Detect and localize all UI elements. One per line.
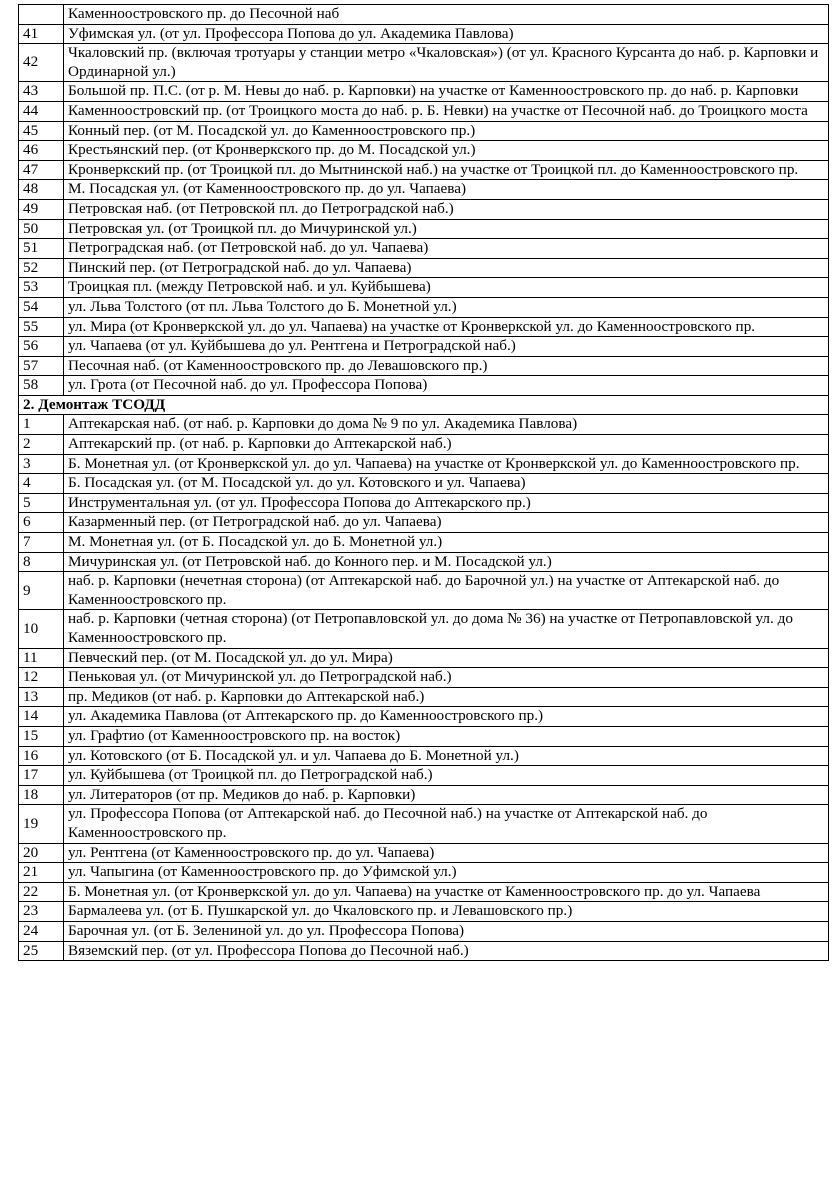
table-body	[19, 5, 829, 961]
table-row	[19, 180, 829, 200]
table-row	[19, 317, 829, 337]
row-number: 2	[19, 435, 64, 455]
row-street-description: Казарменный пер. (от Петроградской наб. до ул. Чапаева)	[64, 513, 829, 533]
row-street-description: Кронверкский пр. (от Троицкой пл. до Мытнинской наб.) на участке от Троицкой пл. до Каменноостровского пр.	[64, 160, 829, 180]
row-street-description: Барочная ул. (от Б. Зелениной ул. до ул. Профессора Попова)	[64, 921, 829, 941]
table-row	[19, 44, 829, 82]
row-number: 16	[19, 746, 64, 766]
row-street-description: Троицкая пл. (между Петровской наб. и ул. Куйбышева)	[64, 278, 829, 298]
row-street-description: Б. Монетная ул. (от Кронверкской ул. до ул. Чапаева) на участке от Кронверкской ул. до Каменноостровского пр.	[64, 454, 829, 474]
row-street-description: Мичуринская ул. (от Петровской наб. до Конного пер. и М. Посадской ул.)	[64, 552, 829, 572]
row-number: 50	[19, 219, 64, 239]
table-row	[19, 668, 829, 688]
row-street-description: Каменноостровский пр. (от Троицкого моста до наб. р. Б. Невки) на участке от Песочной наб. до Троицкого моста	[64, 101, 829, 121]
row-number: 10	[19, 610, 64, 648]
table-row	[19, 101, 829, 121]
table-row	[19, 785, 829, 805]
row-number: 3	[19, 454, 64, 474]
table-row	[19, 239, 829, 259]
row-number: 41	[19, 24, 64, 44]
row-number: 51	[19, 239, 64, 259]
table-row	[19, 278, 829, 298]
table-row	[19, 941, 829, 961]
row-number: 12	[19, 668, 64, 688]
row-number: 1	[19, 415, 64, 435]
row-street-description: ул. Чапыгина (от Каменноостровского пр. до Уфимской ул.)	[64, 863, 829, 883]
row-street-description: Большой пр. П.С. (от р. М. Невы до наб. р. Карповки) на участке от Каменноостровского пр. до наб. р. Карповки	[64, 82, 829, 102]
row-number: 14	[19, 707, 64, 727]
row-number: 17	[19, 766, 64, 786]
row-number: 22	[19, 882, 64, 902]
table-row	[19, 687, 829, 707]
row-number: 15	[19, 726, 64, 746]
row-street-description: Пинский пер. (от Петроградской наб. до ул. Чапаева)	[64, 258, 829, 278]
table-row	[19, 219, 829, 239]
table-row	[19, 863, 829, 883]
row-number: 21	[19, 863, 64, 883]
table-row	[19, 297, 829, 317]
table-row	[19, 921, 829, 941]
row-street-description: Чкаловский пр. (включая тротуары у станции метро «Чкаловская») (от ул. Красного Курсанта до наб. р. Карповки и Ординарной ул.)	[64, 44, 829, 82]
table-row	[19, 5, 829, 25]
row-number: 24	[19, 921, 64, 941]
row-street-description: Певческий пер. (от М. Посадской ул. до ул. Мира)	[64, 648, 829, 668]
table-row	[19, 707, 829, 727]
row-number: 52	[19, 258, 64, 278]
row-street-description: ул. Академика Павлова (от Аптекарского пр. до Каменноостровского пр.)	[64, 707, 829, 727]
table-row	[19, 726, 829, 746]
row-street-description: ул. Графтио (от Каменноостровского пр. на восток)	[64, 726, 829, 746]
table-row	[19, 805, 829, 843]
row-number: 43	[19, 82, 64, 102]
table-row	[19, 415, 829, 435]
row-street-description: ул. Котовского (от Б. Посадской ул. и ул. Чапаева до Б. Монетной ул.)	[64, 746, 829, 766]
table-row	[19, 121, 829, 141]
row-number: 20	[19, 843, 64, 863]
row-street-description: Вяземский пер. (от ул. Профессора Попова до Песочной наб.)	[64, 941, 829, 961]
row-street-description: ул. Литераторов (от пр. Медиков до наб. р. Карповки)	[64, 785, 829, 805]
row-number	[19, 5, 64, 25]
table-row	[19, 258, 829, 278]
row-number: 48	[19, 180, 64, 200]
table-row	[19, 513, 829, 533]
row-number: 44	[19, 101, 64, 121]
table-row	[19, 356, 829, 376]
row-street-description: пр. Медиков (от наб. р. Карповки до Аптекарской наб.)	[64, 687, 829, 707]
row-number: 57	[19, 356, 64, 376]
row-number: 18	[19, 785, 64, 805]
table-row	[19, 493, 829, 513]
table-row	[19, 902, 829, 922]
table-row	[19, 24, 829, 44]
table-row	[19, 610, 829, 648]
row-number: 13	[19, 687, 64, 707]
row-street-description: ул. Чапаева (от ул. Куйбышева до ул. Рентгена и Петроградской наб.)	[64, 337, 829, 357]
street-list-table	[18, 4, 829, 961]
row-street-description: Аптекарская наб. (от наб. р. Карповки до дома № 9 по ул. Академика Павлова)	[64, 415, 829, 435]
row-number: 4	[19, 474, 64, 494]
row-street-description: наб. р. Карповки (нечетная сторона) (от Аптекарской наб. до Барочной ул.) на участке от Аптекарской наб. до Каменноостровского пр.	[64, 572, 829, 610]
section-title: 2. Демонтаж ТСОДД	[19, 395, 829, 415]
table-row	[19, 337, 829, 357]
table-row	[19, 882, 829, 902]
row-street-description: ул. Мира (от Кронверкской ул. до ул. Чапаева) на участке от Кронверкской ул. до Каменноостровского пр.	[64, 317, 829, 337]
table-row	[19, 199, 829, 219]
row-street-description: наб. р. Карповки (четная сторона) (от Петропавловской ул. до дома № 36) на участке от Петропавловской ул. до Каменноостровского пр.	[64, 610, 829, 648]
row-street-description: Инструментальная ул. (от ул. Профессора Попова до Аптекарского пр.)	[64, 493, 829, 513]
row-street-description: Петровская наб. (от Петровской пл. до Петроградской наб.)	[64, 199, 829, 219]
row-number: 56	[19, 337, 64, 357]
row-number: 9	[19, 572, 64, 610]
row-street-description: ул. Профессора Попова (от Аптекарской наб. до Песочной наб.) на участке от Аптекарской наб. до Каменноостровского пр.	[64, 805, 829, 843]
section-header-row	[19, 395, 829, 415]
row-street-description: Петроградская наб. (от Петровской наб. до ул. Чапаева)	[64, 239, 829, 259]
row-street-description: ул. Грота (от Песочной наб. до ул. Профессора Попова)	[64, 376, 829, 396]
row-number: 6	[19, 513, 64, 533]
table-row	[19, 160, 829, 180]
row-street-description: ул. Льва Толстого (от пл. Льва Толстого до Б. Монетной ул.)	[64, 297, 829, 317]
row-number: 46	[19, 141, 64, 161]
row-street-description: Уфимская ул. (от ул. Профессора Попова до ул. Академика Павлова)	[64, 24, 829, 44]
table-row	[19, 766, 829, 786]
table-row	[19, 572, 829, 610]
row-street-description: Каменноостровского пр. до Песочной наб	[64, 5, 829, 25]
row-number: 54	[19, 297, 64, 317]
table-row	[19, 648, 829, 668]
row-street-description: Аптекарский пр. (от наб. р. Карповки до Аптекарской наб.)	[64, 435, 829, 455]
row-street-description: Конный пер. (от М. Посадской ул. до Каменноостровского пр.)	[64, 121, 829, 141]
row-number: 45	[19, 121, 64, 141]
table-row	[19, 746, 829, 766]
row-number: 47	[19, 160, 64, 180]
row-street-description: Петровская ул. (от Троицкой пл. до Мичуринской ул.)	[64, 219, 829, 239]
row-number: 11	[19, 648, 64, 668]
row-number: 8	[19, 552, 64, 572]
row-number: 25	[19, 941, 64, 961]
row-street-description: М. Посадская ул. (от Каменноостровского пр. до ул. Чапаева)	[64, 180, 829, 200]
row-number: 5	[19, 493, 64, 513]
table-row	[19, 474, 829, 494]
row-street-description: Бармалеева ул. (от Б. Пушкарской ул. до Чкаловского пр. и Левашовского пр.)	[64, 902, 829, 922]
row-number: 23	[19, 902, 64, 922]
row-number: 55	[19, 317, 64, 337]
row-number: 19	[19, 805, 64, 843]
row-street-description: Пеньковая ул. (от Мичуринской ул. до Петроградской наб.)	[64, 668, 829, 688]
table-row	[19, 454, 829, 474]
table-row	[19, 82, 829, 102]
row-number: 42	[19, 44, 64, 82]
row-street-description: ул. Рентгена (от Каменноостровского пр. до ул. Чапаева)	[64, 843, 829, 863]
row-street-description: Песочная наб. (от Каменноостровского пр. до Левашовского пр.)	[64, 356, 829, 376]
table-row	[19, 533, 829, 553]
table-row	[19, 843, 829, 863]
row-number: 58	[19, 376, 64, 396]
row-street-description: М. Монетная ул. (от Б. Посадской ул. до Б. Монетной ул.)	[64, 533, 829, 553]
row-number: 49	[19, 199, 64, 219]
table-row	[19, 376, 829, 396]
table-row	[19, 141, 829, 161]
table-row	[19, 552, 829, 572]
row-street-description: Б. Монетная ул. (от Кронверкской ул. до ул. Чапаева) на участке от Каменноостровского пр. до ул. Чапаева	[64, 882, 829, 902]
row-number: 7	[19, 533, 64, 553]
table-row	[19, 435, 829, 455]
row-street-description: ул. Куйбышева (от Троицкой пл. до Петроградской наб.)	[64, 766, 829, 786]
row-street-description: Крестьянский пер. (от Кронверкского пр. до М. Посадской ул.)	[64, 141, 829, 161]
row-number: 53	[19, 278, 64, 298]
row-street-description: Б. Посадская ул. (от М. Посадской ул. до ул. Котовского и ул. Чапаева)	[64, 474, 829, 494]
